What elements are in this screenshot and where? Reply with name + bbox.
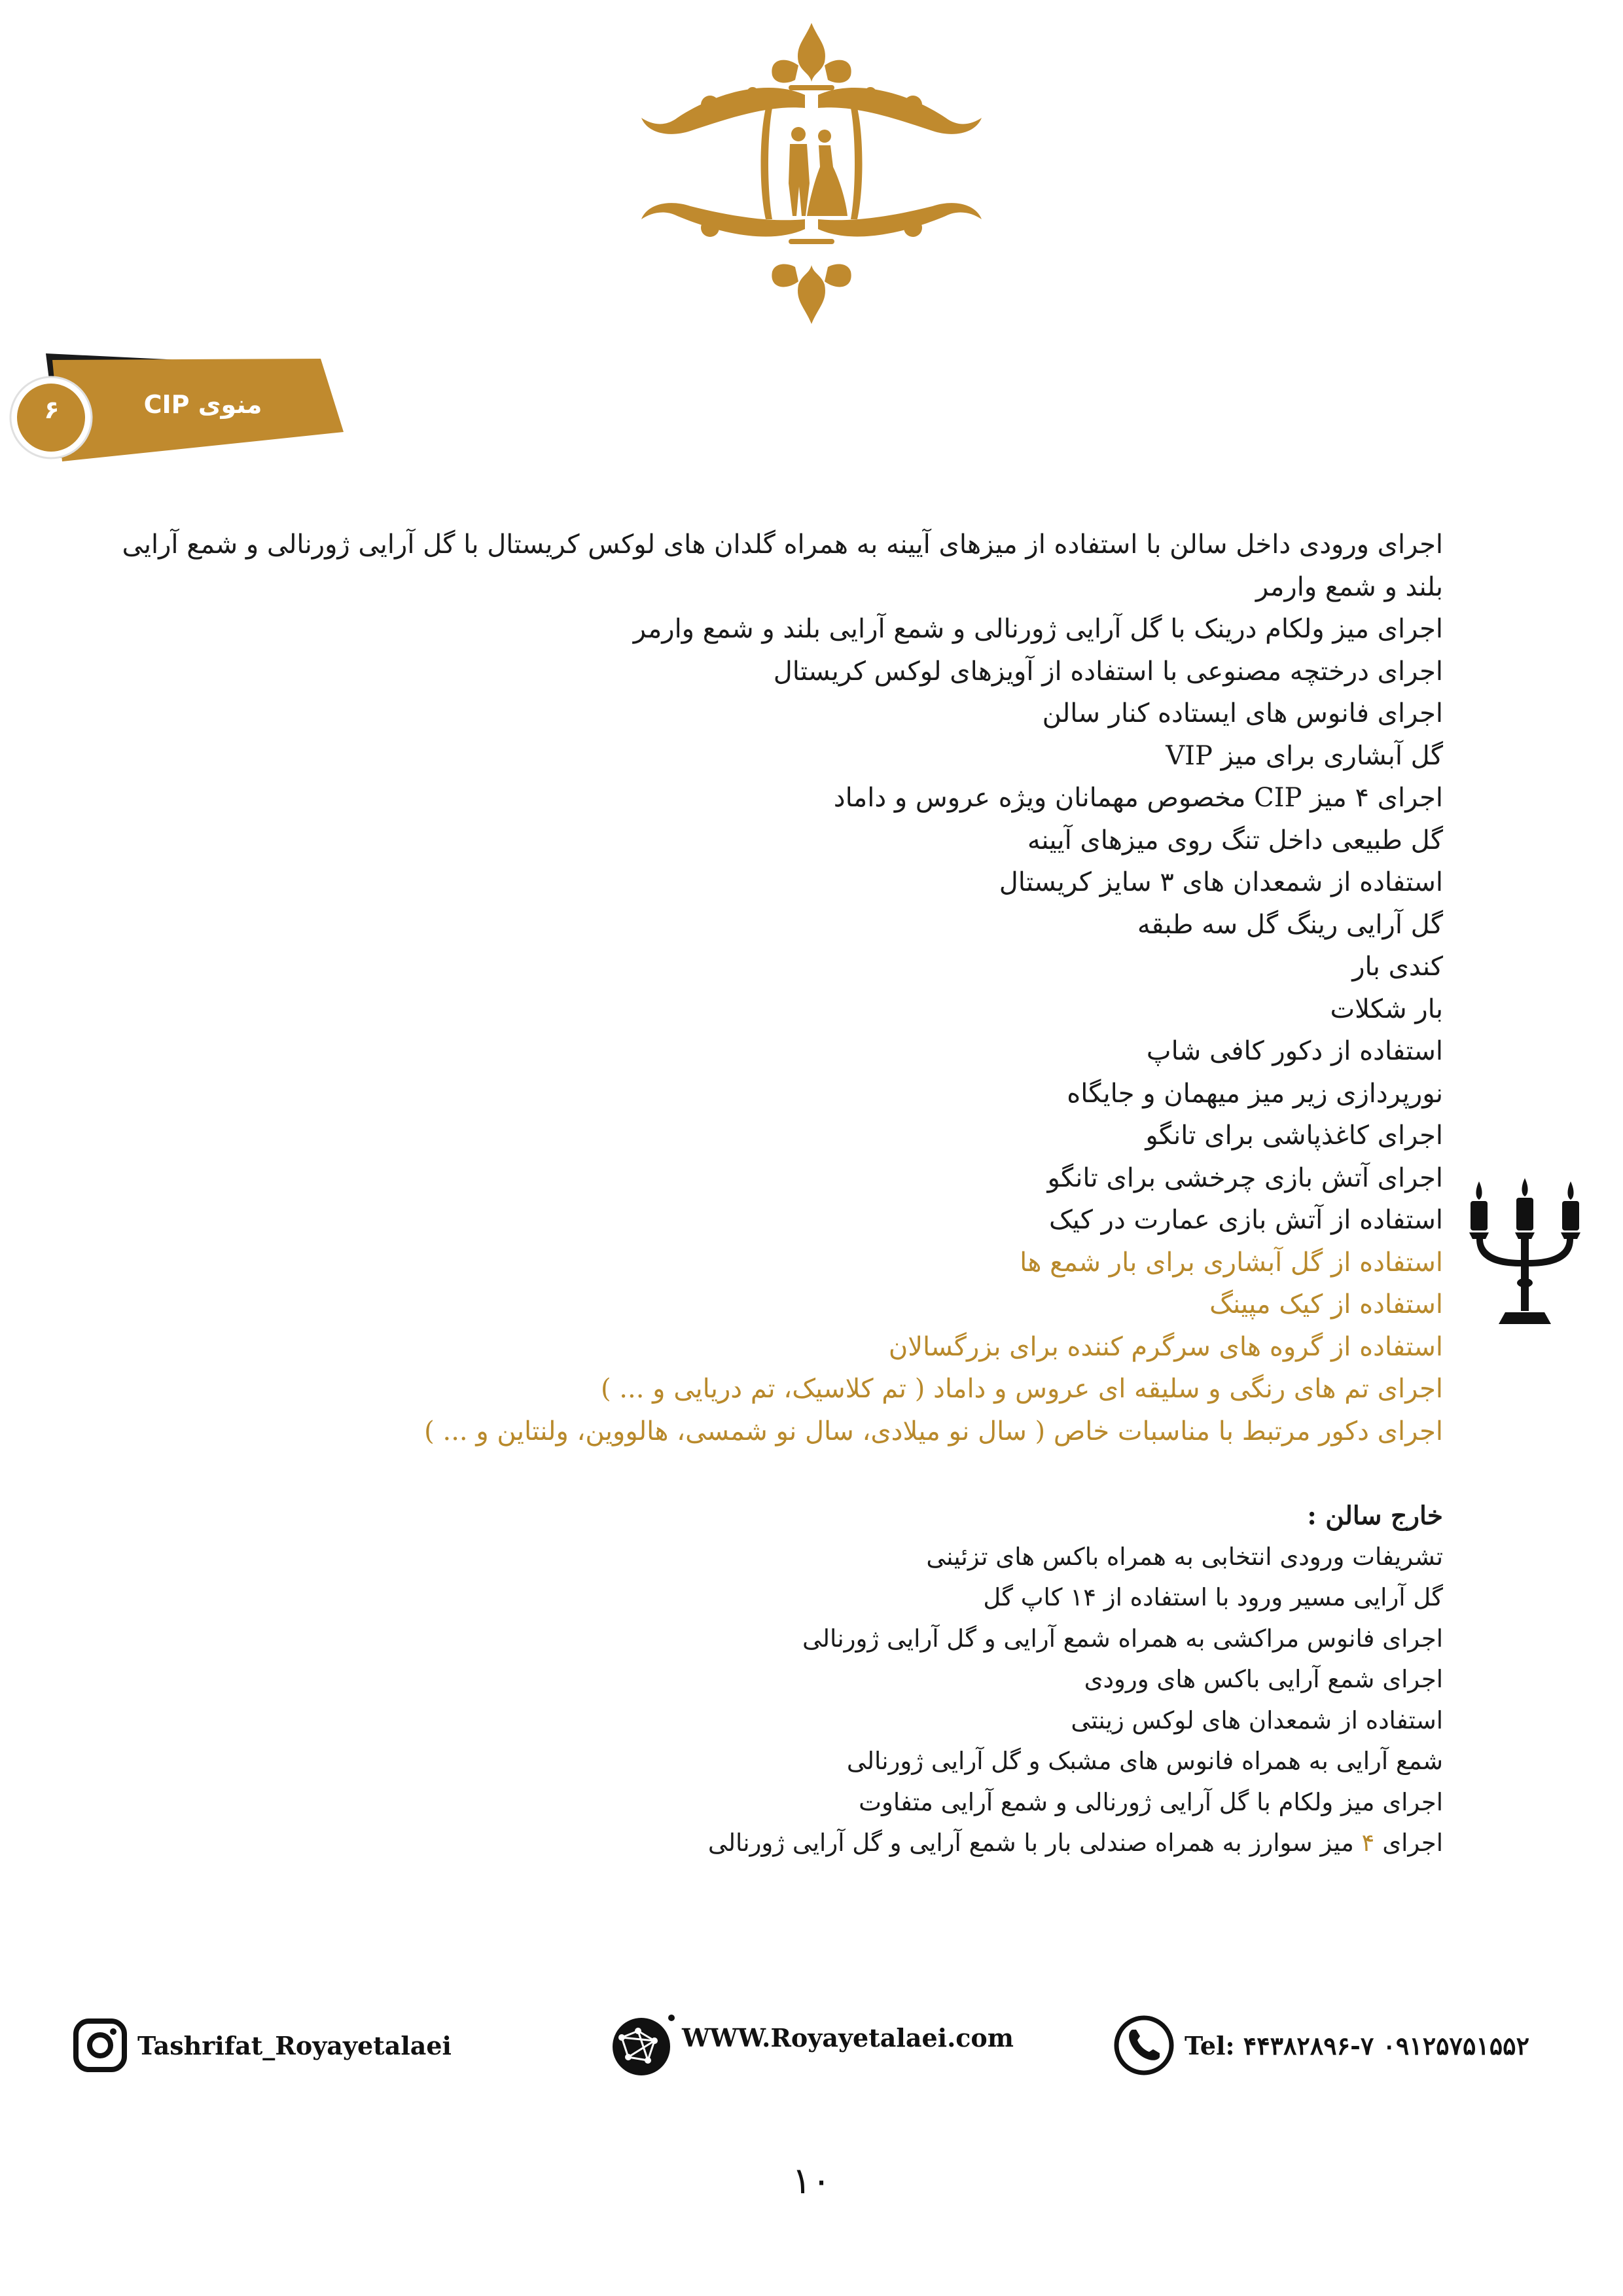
list-item: اجرای فانوس های ایستاده کنار سالن [1042,698,1443,728]
candelabra-icon [1456,1175,1594,1332]
outside-hall-section [95,1496,1443,1864]
footer-phone[interactable] [1113,2016,1529,2075]
list-item-highlight: اجرای دکور مرتبط با مناسبات خاص ( سال نو میلادی، سال نو شمسی، هالووین، ولنتاین و ... ) [424,1416,1443,1446]
list-item: اجرای کاغذپاشی برای تانگو [1145,1121,1443,1151]
section-number: ۶ [44,395,60,424]
page-number: ۱۰ [791,2160,832,2202]
phone-numbers: Tel: ۴۴۳۸۲۸۹۶-۷ ۰۹۱۲۵۷۵۱۵۵۲ [1185,2030,1529,2060]
list-item: استفاده از دکور کافی شاپ [1146,1036,1443,1066]
footer-instagram[interactable] [72,2016,452,2075]
list-item: اجرای ورودی داخل سالن با استفاده از میزهای آیینه به همراه گلدان های لوکس کریستال با گل آرایی ژورنالی و شمع آرایی بلند و شمع وارمر [122,529,1443,602]
list-item: اجرای درختچه مصنوعی با استفاده از آویزهای لوکس کریستال [773,656,1443,687]
phone-icon [1113,2014,1175,2077]
list-item: گل آرایی رینگ گل سه طبقه [1137,909,1443,940]
list-item-highlight: استفاده از کیک مپینگ [1209,1289,1443,1319]
list-item-prefix: اجرای [1382,1829,1443,1857]
list-item [95,1823,1443,1864]
instagram-handle: Tashrifat_Royayetalaei [137,2030,452,2060]
instagram-icon [72,2017,128,2073]
globe-icon [609,2011,677,2079]
list-item: گل طبیعی داخل تنگ روی میزهای آیینه [1027,825,1443,855]
cip-menu-list [95,524,1443,1452]
list-item: تشریفات ورودی انتخابی به همراه باکس های تزئینی [926,1542,1443,1571]
list-item: اجرای فانوس مراکشی به همراه شمع آرایی و گل آرایی ژورنالی [802,1624,1443,1653]
list-item: بار شکلات [1330,994,1443,1024]
list-item: شمع آرایی به همراه فانوس های مشبک و گل آرایی ژورنالی [846,1747,1443,1775]
list-item: گل آبشاری برای میز VIP [1166,740,1443,771]
list-item: اجرای شمع آرایی باکس های ورودی [1084,1665,1443,1693]
list-item: استفاده از شمعدان های ۳ سایز کریستال [999,867,1443,897]
wedding-logo [638,20,985,327]
list-item: اجرای میز ولکام با گل آرایی ژورنالی و شمع آرایی متفاوت [859,1787,1443,1816]
section-heading: خارج سالن : [1307,1501,1443,1531]
list-item: اجرای آتش بازی چرخشی برای تانگو [1047,1162,1443,1193]
list-item: گل آرایی مسیر ورود با استفاده از ۱۴ کاپ گل [983,1583,1443,1611]
list-item: نورپردازی زیر میز میهمان و جایگاه [1067,1078,1443,1109]
list-item-number: ۴ [1361,1829,1375,1857]
footer-website[interactable] [609,2016,1014,2075]
list-item: کندی بار [1352,952,1443,982]
list-item: اجرای میز ولکام درینک با گل آرایی ژورنالی و شمع آرایی بلند و شمع وارمر [633,614,1443,644]
list-item-highlight: استفاده از گروه های سرگرم کننده برای بزرگسالان [888,1331,1443,1362]
website-url: WWW.Royayetalaei.com [682,2022,1014,2053]
section-title: منوی CIP [143,390,262,419]
list-item-suffix: میز سوارز به همراه صندلی بار با شمع آرایی و گل آرایی ژورنالی [707,1829,1354,1857]
list-item-highlight: اجرای تم های رنگی و سلیقه ای عروس و داماد ( تم کلاسیک، تم دریایی و ... ) [600,1374,1443,1404]
list-item: استفاده از شمعدان های لوکس زینتی [1071,1706,1443,1734]
list-item: اجرای ۴ میز CIP مخصوص مهمانان ویژه عروس و داماد [833,783,1443,813]
list-item-highlight: استفاده از گل آبشاری برای بار شمع ها [1020,1247,1443,1278]
list-item: استفاده از آتش بازی عمارت در کیک [1049,1205,1443,1235]
